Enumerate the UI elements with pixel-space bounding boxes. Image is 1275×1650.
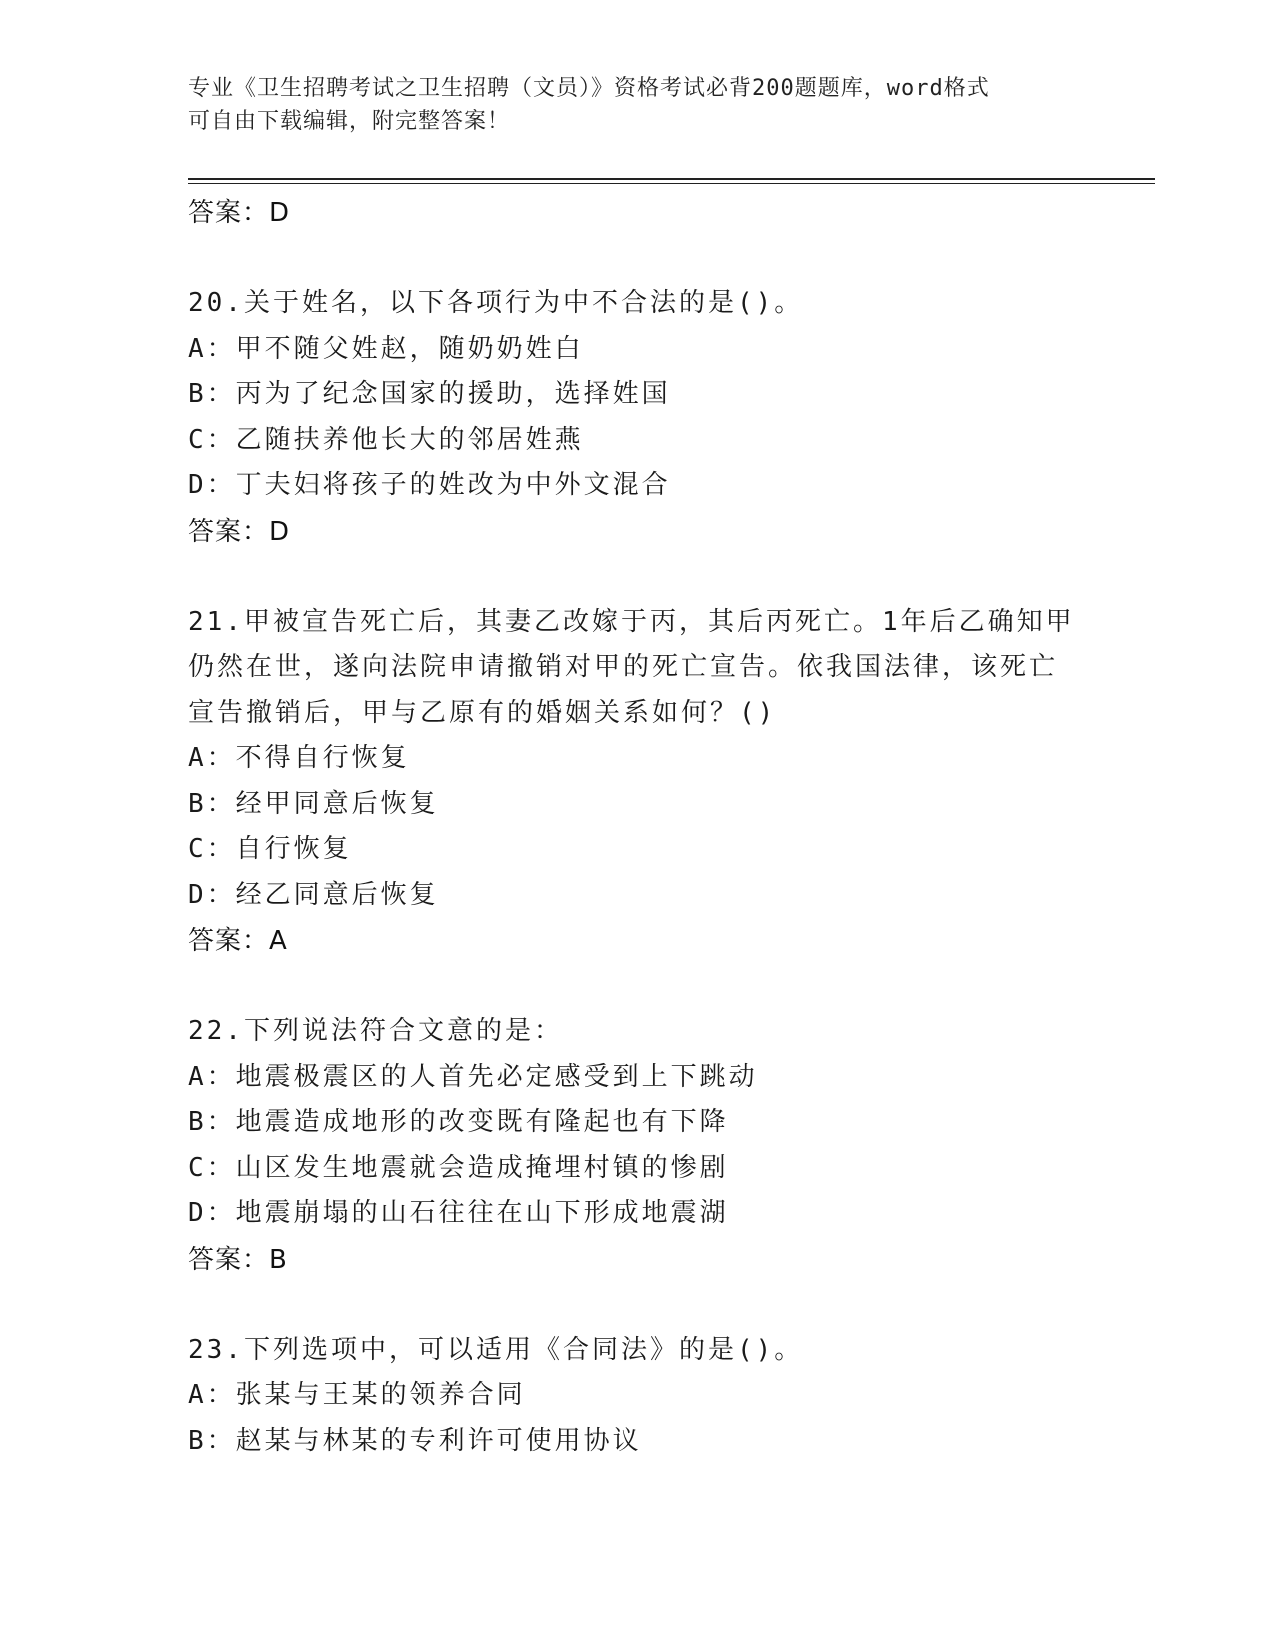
previous-answer: 答案：D xyxy=(188,198,291,228)
question-22 xyxy=(188,1009,1108,1283)
question-23 xyxy=(188,1328,1108,1465)
option-a: A：张某与王某的领养合同 xyxy=(188,1380,526,1410)
header-rule-thin xyxy=(188,183,1155,184)
header-line-2: 可自由下载编辑，附完整答案！ xyxy=(188,109,511,134)
question-text: 20.关于姓名，以下各项行为中不合法的是()。 xyxy=(188,288,804,318)
option-c: C：自行恢复 xyxy=(188,834,352,864)
option-b: B：丙为了纪念国家的援助，选择姓国 xyxy=(188,379,671,409)
question-21 xyxy=(188,600,1108,965)
option-a: A：甲不随父姓赵，随奶奶姓白 xyxy=(188,333,584,364)
option-d: D：丁夫妇将孩子的姓改为中外文混合 xyxy=(188,470,671,500)
option-c: C：乙随扶养他长大的邻居姓燕 xyxy=(188,424,584,455)
option-a: A：地震极震区的人首先必定感受到上下跳动 xyxy=(188,1061,758,1092)
header-rule-thick xyxy=(188,178,1155,180)
document-header xyxy=(188,72,1088,138)
question-text-line-3: 宣告撤销后，甲与乙原有的婚姻关系如何？() xyxy=(188,697,777,728)
question-text: 23.下列选项中，可以适用《合同法》的是()。 xyxy=(188,1334,804,1365)
option-d: D：经乙同意后恢复 xyxy=(188,879,439,910)
question-text-line-2: 仍然在世，遂向法院申请撤销对甲的死亡宣告。依我国法律，该死亡 xyxy=(188,652,1059,682)
answer: 答案：D xyxy=(188,516,291,547)
answer: 答案：A xyxy=(188,926,288,956)
header-line-1: 专业《卫生招聘考试之卫生招聘（文员）》资格考试必背200题题库，word格式 xyxy=(188,76,990,101)
question-20 xyxy=(188,281,1108,555)
option-c: C：山区发生地震就会造成掩埋村镇的惨剧 xyxy=(188,1152,729,1183)
option-b: B：赵某与林某的专利许可使用协议 xyxy=(188,1425,642,1456)
answer: 答案：B xyxy=(188,1244,288,1275)
question-list xyxy=(188,190,1108,1464)
option-d: D：地震崩塌的山石往往在山下形成地震湖 xyxy=(188,1198,729,1228)
option-b: B：地震造成地形的改变既有隆起也有下降 xyxy=(188,1107,729,1137)
question-text: 22.下列说法符合文意的是： xyxy=(188,1016,563,1046)
option-b: B：经甲同意后恢复 xyxy=(188,788,439,819)
question-text-line-1: 21.甲被宣告死亡后，其妻乙改嫁于丙，其后丙死亡。1年后乙确知甲 xyxy=(188,606,1075,637)
option-a: A：不得自行恢复 xyxy=(188,743,410,773)
